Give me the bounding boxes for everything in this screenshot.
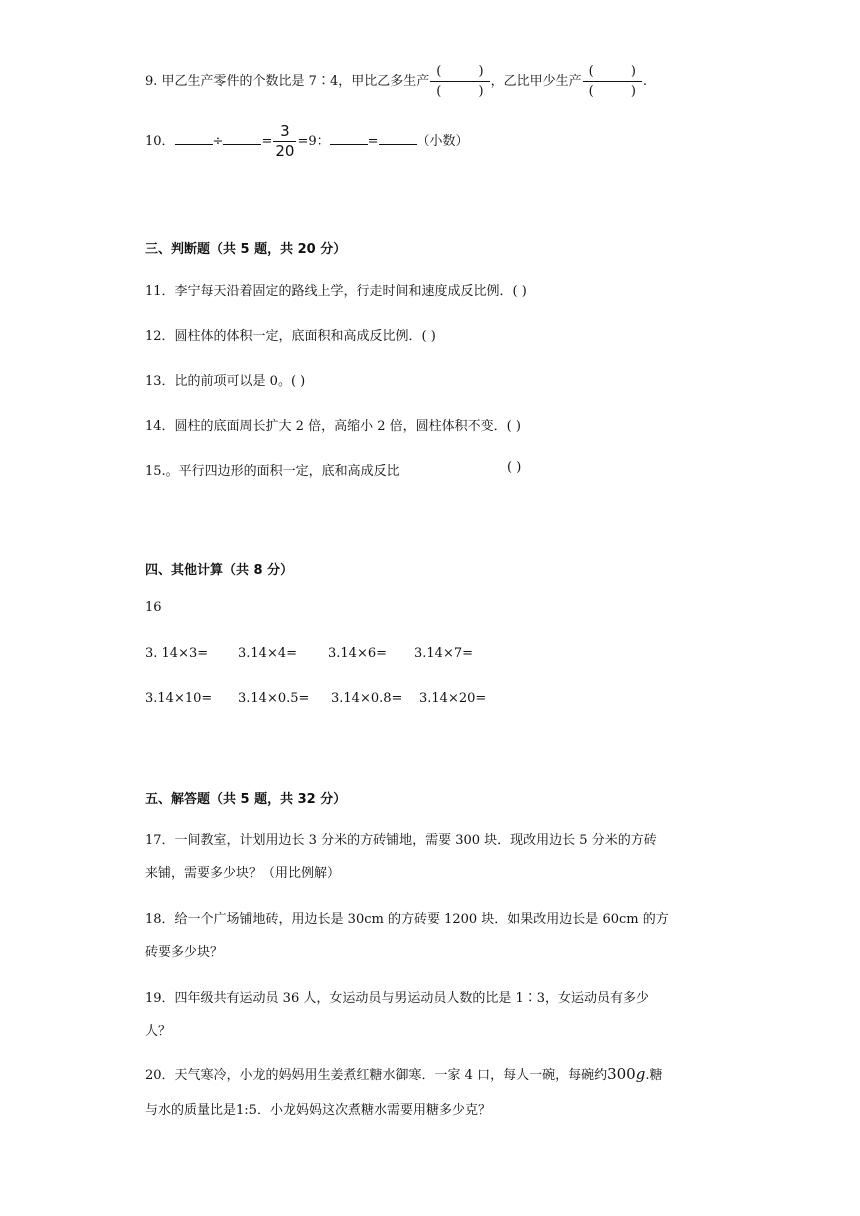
q10-prefix: 10． — [145, 134, 175, 149]
q10-fraction — [273, 124, 296, 159]
question-15 — [145, 460, 522, 479]
q20-text-d: .糖 — [645, 1068, 663, 1083]
q9-frac2-numerator: ( ) — [588, 64, 636, 79]
q20-ratio: 1:5 — [236, 1103, 257, 1118]
q20-mass: 300 — [607, 1065, 636, 1083]
calc-item: 3.14×0.5= — [238, 691, 310, 706]
q10-blank-2[interactable] — [223, 132, 261, 145]
question-9 — [145, 64, 647, 99]
question-20-line-2 — [145, 1099, 491, 1118]
q9-fraction-1 — [430, 64, 489, 99]
q10-blank-1[interactable] — [175, 132, 213, 145]
question-11: 11．李宁每天沿着固定的路线上学，行走时间和速度成反比例．( ) — [145, 284, 527, 299]
q9-fraction-2 — [583, 64, 642, 99]
q9-suffix: . — [642, 74, 648, 89]
q9-frac1-denominator: ( ) — [436, 84, 484, 99]
question-20-line-1 — [145, 1064, 662, 1083]
q10-frac-numerator: 3 — [280, 122, 290, 140]
q20-unit: g — [635, 1065, 646, 1083]
q10-equals: = — [261, 134, 273, 149]
q10-ratio: =9： — [297, 134, 330, 149]
q20-text-a: 20．天气寒冷，小龙的妈妈用生姜煮红糖水御寒．一家 4 口，每人一碗，每碗约 — [145, 1068, 608, 1083]
question-16-number: 16 — [145, 600, 162, 615]
section-5-heading: 五、解答题（共 5 题，共 32 分） — [145, 792, 347, 807]
q10-equals-2: = — [367, 134, 379, 149]
question-13: 13．比的前项可以是 0。( ) — [145, 374, 306, 389]
fraction-bar — [583, 81, 642, 82]
q20-text-e: 与水的质量比是 — [145, 1103, 237, 1118]
question-17-line-1: 17．一间教室，计划用边长 3 分米的方砖铺地，需要 300 块．现改用边长 5 分米的方砖 — [145, 833, 657, 848]
q9-frac2-denominator: ( ) — [588, 84, 636, 99]
question-15-paren: ( ) — [507, 460, 522, 475]
question-14: 14．圆柱的底面周长扩大 2 倍，高缩小 2 倍，圆柱体积不变．( ) — [145, 419, 521, 434]
q20-text-f: ．小龙妈妈这次煮糖水需要用糖多少克？ — [256, 1103, 491, 1118]
calc-item: 3.14×6= — [328, 646, 388, 661]
q10-frac-denominator: 20 — [275, 142, 295, 160]
fraction-bar — [430, 81, 489, 82]
q9-frac1-numerator: ( ) — [436, 64, 484, 79]
question-19-line-2: 人？ — [145, 1024, 172, 1039]
section-3-heading: 三、判断题（共 5 题，共 20 分） — [145, 242, 347, 257]
calc-item: 3.14×0.8= — [331, 691, 403, 706]
q10-blank-4[interactable] — [379, 132, 417, 145]
calc-item: 3.14×4= — [238, 646, 298, 661]
q9-mid: ，乙比甲少生产 — [490, 74, 582, 89]
calc-item: 3.14×10= — [145, 691, 213, 706]
question-17-line-2: 来铺，需要多少块？（用比例解） — [145, 866, 341, 881]
calc-item: 3.14×7= — [414, 646, 474, 661]
question-19-line-1: 19．四年级共有运动员 36 人，女运动员与男运动员人数的比是 1∶3，女运动员有多少 — [145, 991, 650, 1006]
question-10 — [145, 124, 469, 159]
q9-prefix: 9. 甲乙生产零件的个数比是 7∶4，甲比乙多生产 — [145, 74, 430, 89]
question-15-text: 15.。平行四边形的面积一定，底和高成反比 — [145, 464, 400, 479]
q10-divide: ÷ — [212, 134, 224, 149]
calc-item: 3. 14×3= — [145, 646, 209, 661]
question-18-line-2: 砖要多少块？ — [145, 945, 224, 960]
question-12: 12．圆柱体的体积一定，底面积和高成反比例．( ) — [145, 329, 436, 344]
q10-suffix: （小数） — [416, 134, 469, 149]
q10-blank-3[interactable] — [330, 132, 368, 145]
calc-item: 3.14×20= — [419, 691, 487, 706]
question-18-line-1: 18．给一个广场铺地砖，用边长是 30cm 的方砖要 1200 块．如果改用边长是 60cm 的方 — [145, 912, 669, 927]
section-4-heading: 四、其他计算（共 8 分） — [145, 563, 294, 578]
